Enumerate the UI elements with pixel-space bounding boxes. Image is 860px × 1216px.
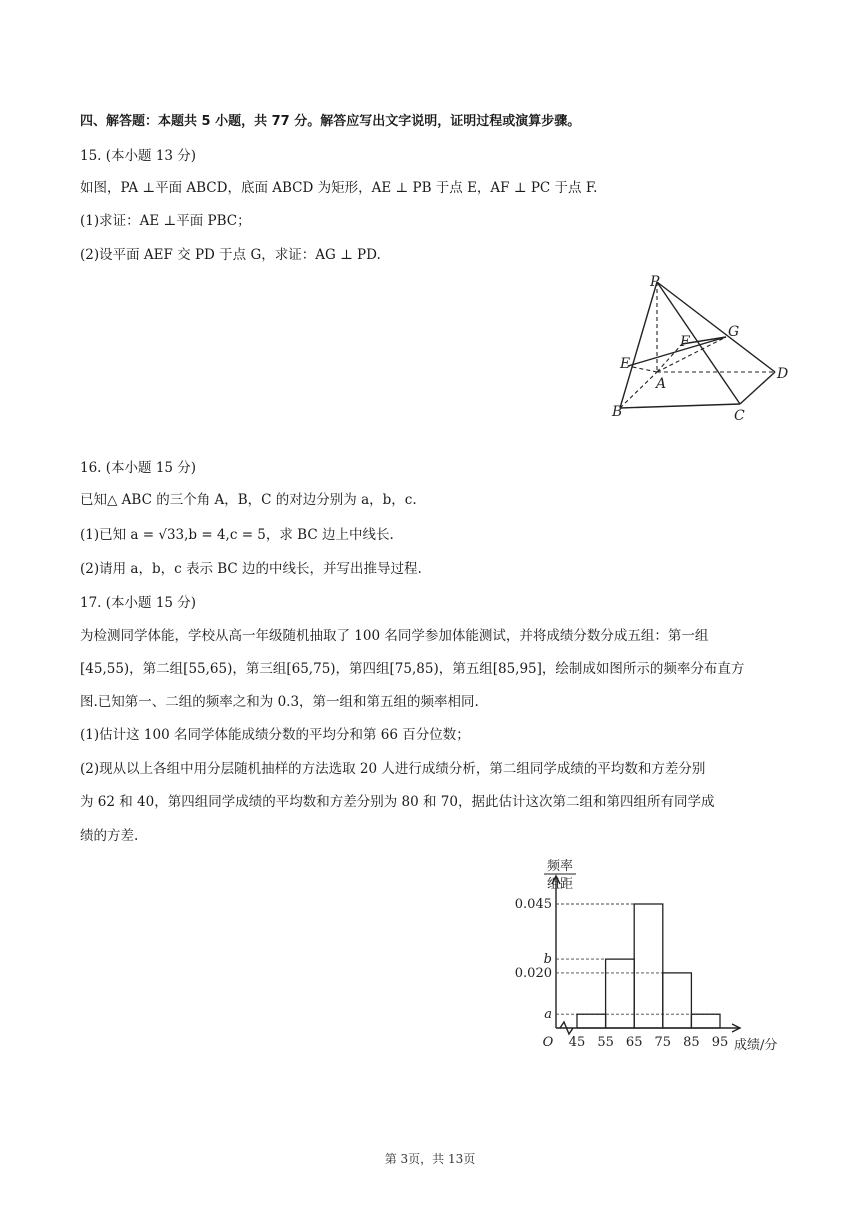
q16-stem: 已知△ ABC 的三个角 A，B，C 的对边分别为 a，b，c. [80, 492, 417, 508]
x-tick-label: 75 [654, 1035, 672, 1050]
x-tick-label: 95 [711, 1035, 729, 1050]
q17-stem-line2: [45,55)，第二组[55,65)，第三组[65,75)，第四组[75,85)，第五组[85,95]，绘制成如图所示的频率分布直方 [80, 661, 745, 677]
label-P: P [650, 274, 660, 290]
histogram-bar [663, 973, 692, 1028]
q16-part1: (1)已知 a = √33,b = 4,c = 5，求 BC 边上中线长. [80, 527, 394, 543]
q17-stem-line3: 图.已知第一、二组的频率之和为 0.3，第一组和第五组的频率相同. [80, 694, 479, 710]
q15-part2: (2)设平面 AEF 交 PD 于点 G，求证：AG ⊥ PD. [80, 247, 381, 263]
histogram-bar [634, 904, 663, 1028]
y-tick-label: 0.020 [514, 965, 552, 981]
x-tick-label: 65 [625, 1035, 643, 1050]
y-tick-label: 0.045 [514, 897, 552, 912]
pyramid-figure [600, 270, 800, 430]
label-D: D [777, 366, 789, 382]
q15-title: 15. (本小题 13 分) [80, 148, 197, 164]
label-G: G [728, 324, 740, 340]
label-A: A [656, 376, 667, 392]
label-E: E [620, 356, 631, 372]
label-C: C [734, 408, 745, 424]
frequency-histogram [500, 850, 810, 1065]
histogram-bar [606, 959, 635, 1028]
origin-label: O [542, 1035, 554, 1050]
ylabel-top: 频率 [546, 859, 574, 874]
q15-stem: 如图，PA ⊥平面 ABCD，底面 ABCD 为矩形，AE ⊥ PB 于点 E，AF ⊥ PC 于点 F. [80, 180, 598, 196]
q17-part2-line1: (2)现从以上各组中用分层随机抽样的方法选取 20 人进行成绩分析，第二组同学成绩的平均数和方差分别 [80, 761, 706, 777]
y-tick-label: a [544, 1007, 552, 1023]
xlabel: 成绩/分 [734, 1038, 778, 1053]
x-tick-label: 55 [597, 1035, 614, 1050]
q17-stem-line1: 为检测同学体能，学校从高一年级随机抽取了 100 名同学参加体能测试，并将成绩分数分成五组：第一组 [80, 628, 709, 644]
label-F: F [680, 334, 690, 350]
q17-part1: (1)估计这 100 名同学体能成绩分数的平均分和第 66 百分位数； [80, 727, 470, 743]
q17-part2-line2: 为 62 和 40，第四组同学成绩的平均数和方差分别为 80 和 70，据此估计这次第二组和第四组所有同学成 [80, 794, 715, 810]
histogram-bar [691, 1014, 720, 1028]
y-tick-label: b [543, 952, 552, 968]
x-tick-label: 85 [683, 1035, 700, 1050]
q16-part2: (2)请用 a，b，c 表示 BC 边的中线长，并写出推导过程. [80, 561, 422, 577]
section-heading: 四、解答题：本题共 5 小题，共 77 分。解答应写出文字说明，证明过程或演算步骤。 [80, 114, 581, 129]
x-tick-label: 45 [568, 1035, 586, 1050]
ylabel-bottom: 组距 [546, 877, 574, 892]
histogram-bar [577, 1014, 606, 1028]
q15-part1: (1)求证：AE ⊥平面 PBC； [80, 213, 251, 229]
page-footer: 第 3页，共 13页 [384, 1152, 476, 1166]
q17-part2-line3: 绩的方差. [80, 828, 139, 844]
q17-title: 17. (本小题 15 分) [80, 595, 197, 611]
q16-title: 16. (本小题 15 分) [80, 460, 197, 476]
label-B: B [612, 404, 623, 420]
